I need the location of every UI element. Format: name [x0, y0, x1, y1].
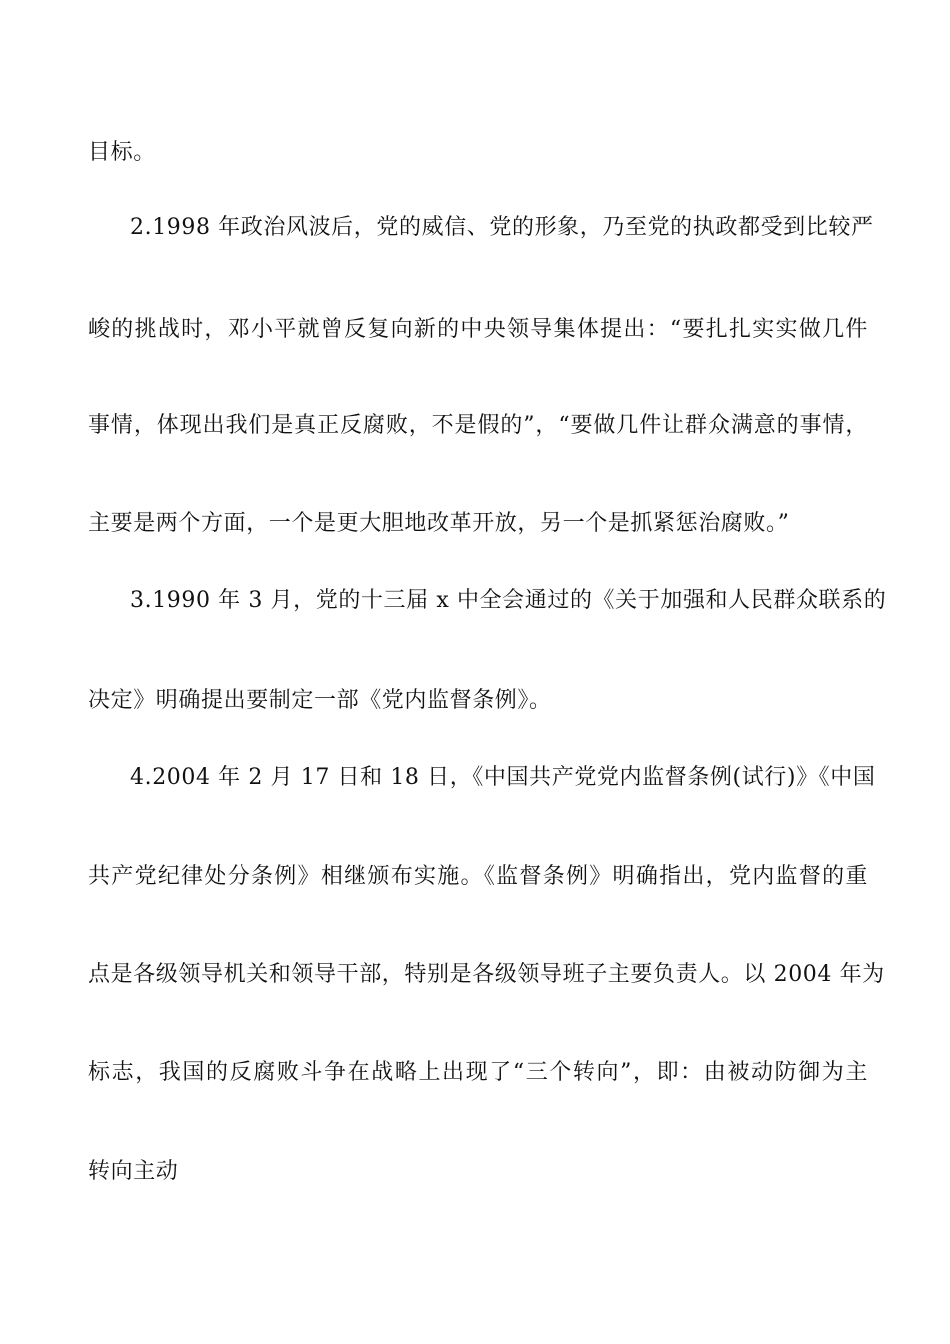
text-line-5: 主要是两个方面，一个是更大胆地改革开放，另一个是抓紧惩治腐败。” — [88, 511, 790, 536]
text-line-6: 3.1990 年 3 月，党的十三届 x 中全会通过的《关于加强和人民群众联系的 — [130, 588, 887, 613]
text-line-3: 峻的挑战时，邓小平就曾反复向新的中央领导集体提出：“要扎扎实实做几件 — [88, 317, 868, 342]
text-line-10: 点是各级领导机关和领导干部，特别是各级领导班子主要负责人。以 2004 年为 — [88, 962, 885, 987]
text-line-2: 2.1998 年政治风波后，党的威信、党的形象，乃至党的执政都受到比较严 — [130, 215, 874, 240]
text-line-11: 标志，我国的反腐败斗争在战略上出现了“三个转向”，即：由被动防御为主 — [88, 1060, 868, 1085]
text-line-4: 事情，体现出我们是真正反腐败，不是假的”，“要做几件让群众满意的事情， — [88, 413, 868, 438]
text-line-12: 转向主动 — [88, 1159, 179, 1184]
text-line-7: 决定》明确提出要制定一部《党内监督条例》。 — [88, 688, 552, 713]
text-line-8: 4.2004 年 2 月 17 日和 18 日，《中国共产党党内监督条例(试行)》《中国 — [130, 765, 876, 790]
text-line-1: 目标。 — [88, 140, 156, 165]
text-line-9: 共产党纪律处分条例》相继颁布实施。《监督条例》明确指出，党内监督的重 — [88, 864, 868, 889]
